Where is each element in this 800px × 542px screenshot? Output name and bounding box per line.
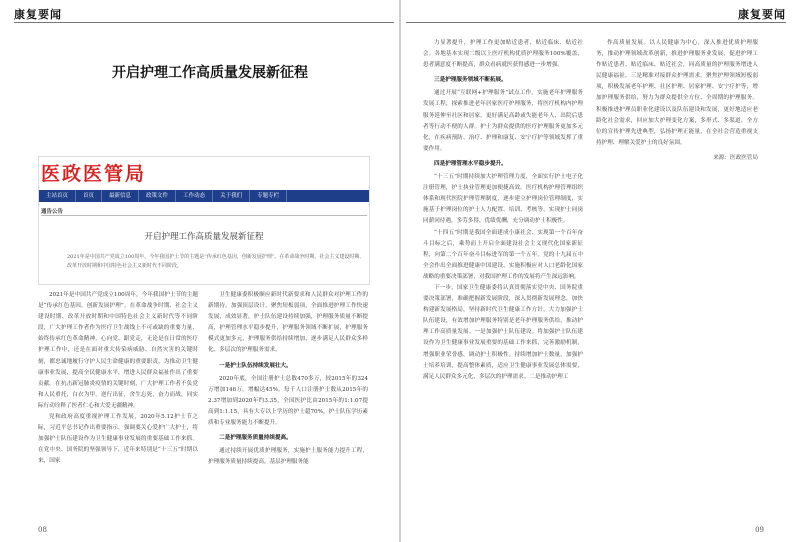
paragraph: 下一步，国家卫生健康委将认真贯彻落实党中央、国务院重要决策部署，准确把握新发展阶段，深入贯彻新发展理念，加快构建新发展格局，坚持新时代卫生健康工作方针，大力加强护士队伍建设，有效增加护理服务特别是老年护理服务供给，推动护理工作高质量发展。一是加强护士队伍建设。将加强护士队伍建设作为卫生健康事业发展重要的基础工作来抓，完善激励机制，增强职业荣誉感，调动护士积极性。持续增加护士数量，加强护士培养培训，提高整体素质，适应卫生健康事业发展总体需要，满足人民群众多元化、多层次的护理需求。二是推动护理工 (423, 284, 583, 380)
website-nav-item[interactable]: 政策文件 (139, 190, 176, 202)
page-number-left: 08 (38, 526, 47, 534)
paragraph: 党和政府高度重视护理工作发展，2020年5.12护士节之际，习近平总书记作出重要指示，强调要关心爱护广大护士，将加强护士队伍建设作为卫生健康事业发展的重要基础工作来抓。在党中央、国务院的坚强领导下，近年来特别是“十三五”时期以来，国家 (38, 414, 198, 465)
header-rule (406, 22, 786, 23)
website-article-title: 开启护理工作高质量发展新征程 (144, 232, 264, 242)
section-header-left: 康复要闻 (14, 8, 62, 21)
paragraph: 作高质量发展。以人民健康为中心，深入推进优质护理服务，推动护理领域改革创新，推进护理服务业发展，促进护理工作贴近患者、贴近临床、贴近社会，同高质量的护理服务增进人民健康福祉。三是精准对接群众护理需求。聚焦护理领域短板弱项，积极发展老年护理、社区护理、居家护理、安宁疗护等，增加护理服务供给，努力为群众提供全方位、全周期的护理服务。积极推进护理员职业化建设以及队伍建设和发展，更好地适应老龄化社会需求，回应加大护理变化方案，多形式、多渠道、全方位的宣传护理先进典型，弘扬护理正能量，在全社会营造重视支持护理、理解关爱护士的良好氛围。 (596, 40, 758, 146)
paragraph: “十三五”时期持续加大护理管理力度，全面实行护士电子化注册管理，护士执业管理更加便捷高效。医疗机构护理管理组织体系和现代医院护理管理制度，逐步建立护理岗位管理制度，实施基于护理岗位的护士人力配置、培训、考核等，实现护士同岗同薪同待遇，多劳多得，优绩优酬，充分调动护士积极性。 (423, 174, 583, 225)
left-column-2 (208, 290, 368, 468)
paragraph: 通过开展“互联网+护理服务”试点工作，实施老年护理服务发展工程，探索推进老年居家医疗护理服务，将医疗机构内护理服务延伸至社区和居家，更好满足高龄或失能老年人、出院后患者等行动不便的人群。护士为群众提供的医疗护理服务更加多元化，在疾病预防、治疗、护理和康复、安宁疗护等领域发挥了重要作用。 (423, 90, 583, 152)
subheading: 三是护理服务领域不断拓展。 (434, 77, 507, 84)
subheading: 一是护士队伍持续发展壮大。 (219, 362, 292, 369)
subheading: 四是护理管理水平稳步提升。 (434, 160, 507, 167)
header-rule (14, 22, 394, 23)
page-number-right: 09 (755, 526, 764, 534)
left-column-1 (38, 290, 198, 468)
paragraph: 2021年是中国共产党成立100周年，今年我国护士节的主题是“传承红色基因，创新发展护理”。在革命战争时期、社会主义建设时期、改革开放时期和中国特色社会主义新时代等不同阶段，广大护理工作者作为医疗卫生战线上不可或缺的重要力量，始终传承红色革命精神，心向党、跟党走，无论是在日常的医疗护理工作中，还是在面对重大传染病威胁、自然灾害的关键时刻，都忠诚地履行守护人民生命健康的重要职责，为推动卫生健康事业发展，提高全民健康水平，增进人民群众福祉作出了重要贡献。在抗击新冠肺炎疫情的关键时刻，广大护理工作者不负党和人民重托，白衣为甲，逆行出征，舍生忘死，奋力而战，同实际行动诠释了医者仁心和大爱无疆精神。 (38, 292, 198, 409)
paragraph: “十四五”时期是我国全面建成小康社会、实现第一个百年奋斗目标之后，乘势而上开启全面建设社会主义现代化国家新征程，向第二个百年奋斗目标进军的第一个五年。党的十九届五中全会作出全面推进健康中国建设、实施积极应对人口老龄化国家战略的重要决策部署，对我国护理工作的发展将产生深远影响。 (423, 229, 583, 280)
paragraph: 力显著提升，护理工作更加贴近患者、贴近临床、贴近社会。各地基本实现二级以上医疗机构优质护理服务100%覆盖，患者满意度不断提高，群众看病就医获得感进一步增强。 (423, 40, 583, 69)
article-title: 开启护理工作高质量发展新征程 (112, 65, 308, 81)
website-screenshot (38, 156, 370, 285)
right-column-1 (423, 38, 583, 383)
website-nav-item[interactable]: 专题专栏 (250, 190, 287, 202)
left-page (0, 0, 399, 542)
subheading: 二是护理服务质量持续提高。 (219, 435, 292, 442)
source-credit: 来源：医政医管局 (713, 154, 758, 161)
website-article-intro: 2021年是中国共产党成立100周年。今年我国护士节的主题是“传承红色基因，创新发展护理”。在革命战争时期、社会主义建设时期、改革开放时期和中国特色社会主义新时代不同阶段， (67, 254, 365, 269)
website-nav-bar (39, 190, 369, 202)
divider (41, 215, 367, 216)
website-logo: 医政医管局 (41, 163, 147, 185)
paragraph: 2020年底，全国注册护士总数470多万，较2015年的324万增加146万，增幅达45%。每千人口注册护士数从2015年的2.37增加到2020年约3.35，全国医护比由2015年的1:1.07提高到1:1.15，具有大专以上学历的护士超70%，护士队伍学历素质和专业服务能力不断提升。 (208, 375, 368, 427)
website-nav-item[interactable]: 首页 (76, 190, 102, 202)
paragraph: 卫生健康委积极顺应新时代新要求和人民群众对护理工作的新期待，加强顶层设计，聚焦短板弱项，全面推进护理工作快速发展，成效显著，护士队伍建设持续加强，护理服务质量不断提高，护理管理水平稳步提升，护理服务领域不断扩展，护理服务模式更加多元，护理服务供给持续增加，逐步满足人民群众多样化、多层次的护理服务需求。 (208, 292, 368, 354)
section-header-right: 康复要闻 (738, 8, 786, 21)
website-section-label: 通告公告 (41, 209, 64, 215)
website-nav-item[interactable]: 主站首页 (39, 190, 76, 202)
website-nav-item[interactable]: 工作动态 (176, 190, 213, 202)
right-page (401, 0, 800, 542)
website-nav-item[interactable]: 最新信息 (102, 190, 139, 202)
paragraph: 通过持续开展优质护理服务，实施护士服务能力提升工程，护理服务质量持续提高，基层护理服务能 (208, 448, 368, 466)
right-column-2 (596, 38, 758, 164)
website-nav-item[interactable]: 关于我们 (213, 190, 250, 202)
